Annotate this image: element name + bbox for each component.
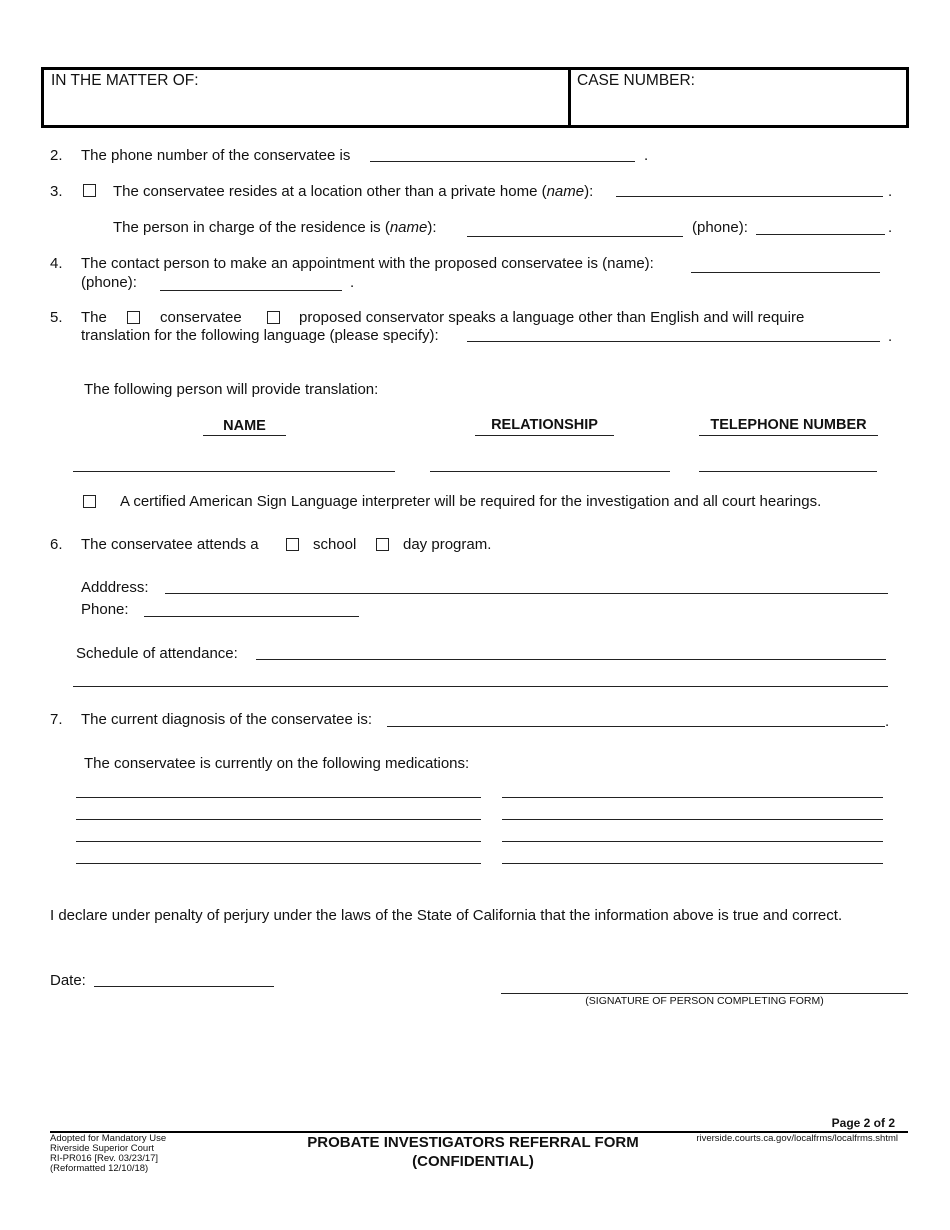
school-checkbox[interactable] [286, 538, 299, 551]
form-title-line-2: (CONFIDENTIAL) [412, 1153, 534, 1170]
page-number: Page 2 of 2 [831, 1116, 895, 1130]
translator-name-field[interactable] [73, 471, 395, 472]
date-label: Date: [50, 972, 86, 989]
q2-period: . [644, 147, 649, 164]
footer-left-block [50, 1134, 166, 1174]
address-label: Adddress: [81, 579, 149, 596]
item-number-4: 4. [50, 255, 63, 272]
q4-text: The contact person to make an appointment with the proposed conservatee is (name): [81, 255, 654, 272]
item-number-5: 5. [50, 309, 63, 326]
school-label: school [313, 536, 357, 553]
day-program-label: day program. [403, 536, 492, 553]
asl-text: A certified American Sign Language interpreter will be required for the investigation and all court hearings. [120, 493, 822, 510]
conservator-language-checkbox[interactable] [267, 311, 280, 324]
footer-form-id: RI-PR016 [Rev. 03/23/17] [50, 1153, 159, 1164]
q7-period: . [885, 713, 890, 730]
q7-text: The current diagnosis of the conservatee is: [81, 711, 372, 728]
medication-field-1[interactable] [76, 797, 481, 798]
person-in-charge-name-field[interactable] [467, 236, 683, 237]
translator-relationship-field[interactable] [430, 471, 670, 472]
medication-field-6[interactable] [502, 841, 883, 842]
language-field[interactable] [467, 341, 880, 342]
schedule-field-line-2[interactable] [73, 686, 888, 687]
date-field[interactable] [94, 986, 274, 987]
medication-field-7[interactable] [76, 863, 481, 864]
phone-label: Phone: [81, 601, 129, 618]
item-number-2: 2. [50, 147, 63, 164]
contact-person-name-field[interactable] [691, 272, 880, 273]
q4-phone-label: (phone): [81, 274, 137, 291]
item-number-3: 3. [50, 183, 63, 200]
medications-intro: The conservatee is currently on the following medications: [84, 755, 470, 772]
translator-phone-field[interactable] [699, 471, 877, 472]
diagnosis-field[interactable] [387, 726, 885, 727]
q6-text: The conservatee attends a [81, 536, 259, 553]
program-phone-field[interactable] [144, 616, 359, 617]
form-title [272, 1133, 674, 1171]
signature-field[interactable] [501, 993, 908, 994]
person-in-charge-phone-field[interactable] [756, 234, 885, 235]
day-program-checkbox[interactable] [376, 538, 389, 551]
form-title-line-1: PROBATE INVESTIGATORS REFERRAL FORM [307, 1134, 639, 1151]
q3b-period: . [888, 219, 893, 236]
item-number-7: 7. [50, 711, 63, 728]
q3-period: . [888, 183, 893, 200]
q3b-phone-label: (phone): [692, 219, 748, 236]
item-number-6: 6. [50, 536, 63, 553]
q5-the: The [81, 309, 107, 326]
footer-court: Riverside Superior Court [50, 1143, 155, 1154]
case-number-label: CASE NUMBER: [577, 72, 695, 89]
footer-reformatted: (Reformatted 12/10/18) [50, 1163, 149, 1174]
footer-url[interactable]: riverside.courts.ca.gov/localfrms/localfrms.shtml [696, 1133, 898, 1144]
conservatee-language-checkbox[interactable] [127, 311, 140, 324]
caption-divider [568, 70, 571, 125]
q3-text: The conservatee resides at a location other than a private home (name): [113, 183, 594, 200]
contact-person-phone-field[interactable] [160, 290, 342, 291]
asl-interpreter-checkbox[interactable] [83, 495, 96, 508]
medication-field-4[interactable] [502, 819, 883, 820]
conservatee-phone-field[interactable] [370, 161, 635, 162]
q2-text: The phone number of the conservatee is [81, 147, 351, 164]
medication-field-8[interactable] [502, 863, 883, 864]
q5-text2: translation for the following language (please specify): [81, 327, 439, 344]
schedule-field[interactable] [256, 659, 886, 660]
signature-caption: (SIGNATURE OF PERSON COMPLETING FORM) [585, 995, 824, 1007]
translation-intro: The following person will provide translation: [84, 381, 379, 398]
caption-box [41, 67, 909, 128]
other-residence-checkbox[interactable] [83, 184, 96, 197]
medication-field-5[interactable] [76, 841, 481, 842]
footer-adopted: Adopted for Mandatory Use [50, 1133, 167, 1144]
matter-label: IN THE MATTER OF: [51, 72, 199, 89]
address-field[interactable] [165, 593, 888, 594]
schedule-label: Schedule of attendance: [76, 645, 238, 662]
col-relationship-header: RELATIONSHIP [475, 417, 614, 436]
col-name-header: NAME [203, 418, 286, 436]
residence-name-field[interactable] [616, 196, 883, 197]
q5-conservatee-label: conservatee [160, 309, 242, 326]
q5-text: proposed conservator speaks a language other than English and will require [299, 309, 805, 326]
declaration-text: I declare under penalty of perjury under the laws of the State of California that the information above is true and correct. [50, 907, 843, 924]
q5-period: . [888, 328, 893, 345]
medication-field-3[interactable] [76, 819, 481, 820]
q3b-text: The person in charge of the residence is (name): [113, 219, 437, 236]
q4-period: . [350, 274, 355, 291]
medication-field-2[interactable] [502, 797, 883, 798]
col-telephone-header: TELEPHONE NUMBER [699, 417, 878, 436]
